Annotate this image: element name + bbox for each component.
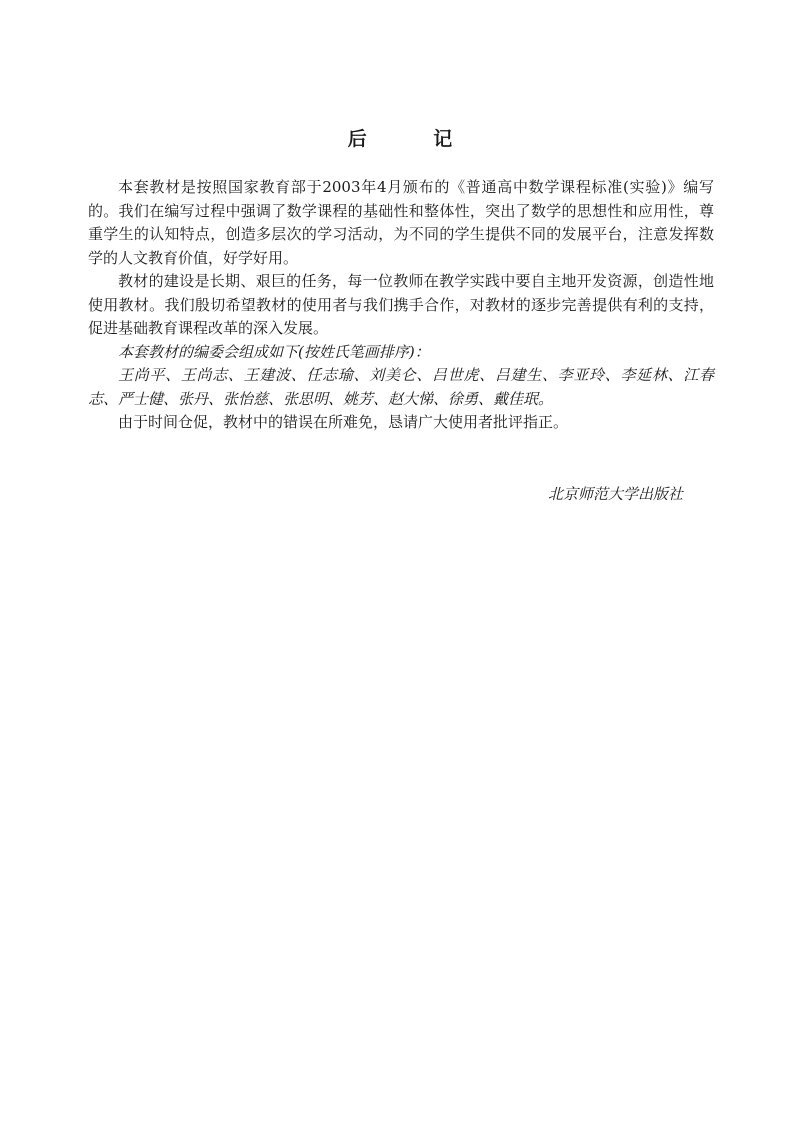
paragraph-closing: 由于时间仓促，教材中的错误在所难免，恳请广大使用者批评指正。 [118,413,569,431]
publisher-signature: 北京师范大学出版社 [547,485,683,503]
body-text [88,176,714,435]
paragraph-intro: 本套教材是按照国家教育部于2003年4月颁布的《普通高中数学课程标准(实验)》编写的。我们在编写过程中强调了数学课程的基础性和整体性，突出了数学的思想性和应用性，尊重学生的认知特点，创造多层次的学习活动，为不同的学生提供不同的发展平台，注意发挥数学的人文教育价值，好学好用。 [88,178,714,267]
paragraph-committee-members: 王尚平、王尚志、王建波、任志瑜、刘美仑、吕世虎、吕建生、李亚玲、李延林、江春志、严士健、张丹、张怡慈、张思明、姚芳、赵大悌、徐勇、戴佳珉。 [88,366,714,408]
paragraph-committee-heading: 本套教材的编委会组成如下(按姓氏笔画排序)： [118,342,430,361]
paragraph-usage: 教材的建设是长期、艰巨的任务，每一位教师在教学实践中要自主地开发资源，创造性地使用教材。我们殷切希望教材的使用者与我们携手合作，对教材的逐步完善提供有利的支持，促进基础教育课程改革的深入发展。 [88,272,714,337]
page-title: 后 记 [347,128,483,150]
